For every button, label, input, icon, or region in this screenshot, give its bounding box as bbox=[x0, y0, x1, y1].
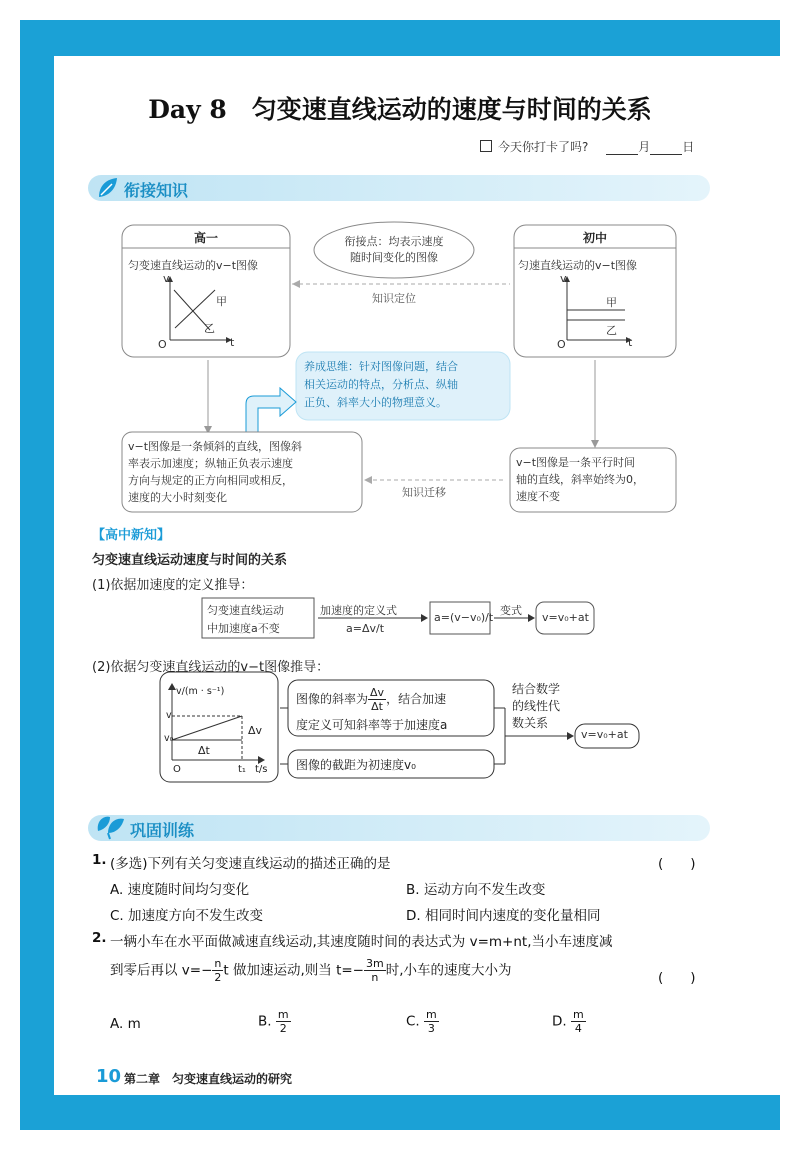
q2-option-d-label: D. bbox=[552, 1013, 567, 1030]
combine-line-1: 结合数学 bbox=[512, 682, 561, 696]
junior-label-yi: 乙 bbox=[606, 324, 617, 337]
slope-frac-den: Δt bbox=[371, 700, 383, 713]
q2-option-b-den: 2 bbox=[279, 1022, 287, 1035]
box1-line-2: 中加速度a不变 bbox=[207, 622, 280, 635]
q2-number: 2. bbox=[92, 930, 107, 946]
graph-ylabel: v/(m · s⁻¹) bbox=[176, 686, 225, 697]
junior-desc-1: v−t图像是一条平行时间 bbox=[516, 456, 636, 469]
bottom-border bbox=[20, 1095, 780, 1130]
senior-axis-v: v bbox=[163, 272, 170, 285]
q1-option-a[interactable]: A. 速度随时间均匀变化 bbox=[110, 882, 250, 898]
q1-option-b[interactable]: B. 运动方向不发生改变 bbox=[406, 882, 546, 898]
senior-desc-3: 方向与规定的正方向相同或相反， bbox=[128, 474, 293, 487]
q2-option-c-den: 3 bbox=[427, 1022, 435, 1035]
q2-frac-1-num: n bbox=[212, 957, 223, 971]
q2-option-b-label: B. bbox=[258, 1013, 272, 1030]
q2-option-a[interactable]: A. m bbox=[110, 1016, 141, 1032]
box2-formula: a=(v−v₀)/t bbox=[434, 611, 494, 624]
q2-option-d[interactable] bbox=[552, 1008, 586, 1035]
q2-option-c-num: m bbox=[426, 1008, 437, 1021]
junior-axis-t: t bbox=[628, 336, 633, 349]
junior-header: 初中 bbox=[582, 231, 607, 245]
new-knowledge-tag: 【高中新知】 bbox=[92, 528, 171, 543]
q2-option-b-num: m bbox=[277, 1008, 289, 1021]
month-label: 月 bbox=[638, 140, 651, 154]
slope-line-1 bbox=[296, 686, 446, 713]
q2-option-c-frac bbox=[424, 1008, 439, 1035]
q2-option-c[interactable] bbox=[406, 1008, 439, 1035]
q2-stem-c: 时,小车的速度大小为 bbox=[385, 962, 512, 979]
ginkgo-icon bbox=[94, 811, 128, 841]
box1-line-1: 匀变速直线运动 bbox=[207, 604, 284, 617]
page-title: Day 8 匀变速直线运动的速度与时间的关系 bbox=[148, 95, 652, 124]
day-label: 日 bbox=[682, 140, 695, 154]
section-title-connect: 衔接知识 bbox=[124, 181, 189, 200]
box3-formula: v=v₀+at bbox=[542, 611, 589, 624]
q2-stem-line-2 bbox=[110, 957, 512, 984]
junior-desc-3: 速度不变 bbox=[516, 490, 560, 503]
senior-header: 高一 bbox=[193, 231, 218, 245]
think-line-3: 正负、斜率大小的物理意义。 bbox=[304, 396, 447, 409]
combine-line-2: 的线性代 bbox=[512, 699, 561, 713]
junior-axis-v: v bbox=[560, 272, 567, 285]
junior-subtitle: 匀速直线运动的v−t图像 bbox=[518, 259, 638, 272]
slope-text-a: 图像的斜率为 bbox=[296, 692, 369, 706]
step-2: (2)依据匀变速直线运动的v−t图像推导： bbox=[92, 660, 330, 675]
checkin-question: 今天你打卡了吗? bbox=[498, 140, 589, 154]
q2-option-d-num: m bbox=[572, 1008, 584, 1021]
section-title-practice: 巩固训练 bbox=[130, 821, 195, 840]
q2-option-d-frac bbox=[571, 1008, 586, 1035]
q2-frac-1 bbox=[212, 957, 223, 984]
senior-desc-2: 率表示加速度；纵轴正负表示速度 bbox=[128, 457, 293, 470]
slope-frac-num: Δv bbox=[370, 686, 385, 699]
junior-label-jia: 甲 bbox=[606, 296, 617, 309]
senior-label-jia: 甲 bbox=[216, 295, 227, 308]
q2-frac-2 bbox=[364, 957, 386, 984]
q2-option-b-frac bbox=[276, 1008, 291, 1035]
senior-desc-4: 速度的大小时刻变化 bbox=[128, 491, 227, 504]
q2-frac-1-den: 2 bbox=[214, 971, 222, 984]
q1-answer-paren[interactable]: ( ) bbox=[658, 856, 696, 872]
page-number: 10 bbox=[96, 1066, 122, 1087]
think-line-1: 养成思维：针对图像问题，结合 bbox=[304, 360, 458, 373]
intercept-text: 图像的截距为初速度v₀ bbox=[296, 758, 416, 772]
graph-origin: O bbox=[173, 764, 181, 775]
q2-frac-2-num: 3m bbox=[366, 957, 384, 970]
q2-option-b[interactable] bbox=[258, 1008, 291, 1035]
senior-subtitle: 匀变速直线运动的v−t图像 bbox=[128, 259, 259, 272]
q2-answer-paren[interactable]: ( ) bbox=[658, 970, 696, 986]
q1-option-d[interactable]: D. 相同时间内速度的变化量相同 bbox=[406, 908, 601, 924]
q2-option-c-label: C. bbox=[406, 1013, 420, 1030]
transfer-label: 知识迁移 bbox=[402, 486, 446, 499]
graph-xlabel: t/s bbox=[255, 764, 268, 775]
bubble-line-1: 衔接点：均表示速度 bbox=[344, 235, 444, 248]
think-line-2: 相关运动的特点，分析点、纵轴 bbox=[304, 378, 458, 391]
arrow1-label: 加速度的定义式 bbox=[320, 604, 397, 617]
senior-axis-t: t bbox=[230, 336, 235, 349]
arrow1-formula: a=Δv/t bbox=[346, 622, 385, 635]
combine-line-3: 数关系 bbox=[512, 716, 549, 730]
graph-dv: Δv bbox=[248, 724, 263, 737]
q2-stem-line-1: 一辆小车在水平面做减速直线运动,其速度随时间的表达式为 v=m+nt,当小车速度减 bbox=[110, 934, 613, 950]
locate-label: 知识定位 bbox=[372, 292, 416, 305]
q2-stem-b: t 做加速运动,则当 t=− bbox=[223, 962, 364, 979]
graph-v0: v₀ bbox=[164, 733, 174, 744]
graph-t1: t₁ bbox=[238, 764, 246, 775]
q1-option-c[interactable]: C. 加速度方向不发生改变 bbox=[110, 908, 264, 924]
graph-v: v bbox=[166, 710, 172, 721]
bubble-line-2: 随时间变化的图像 bbox=[350, 251, 438, 264]
slope-line-2: 度定义可知斜率等于加速度a bbox=[296, 718, 448, 732]
result-formula: v=v₀+at bbox=[581, 728, 628, 741]
junior-desc-2: 轴的直线，斜率始终为0， bbox=[516, 473, 644, 486]
q1-stem: (多选)下列有关匀变速直线运动的描述正确的是 bbox=[110, 856, 391, 872]
senior-origin: O bbox=[158, 338, 167, 351]
step-1: (1)依据加速度的定义推导： bbox=[92, 578, 254, 593]
slope-text-b: ，结合加速 bbox=[386, 692, 447, 706]
graph-dt: Δt bbox=[198, 744, 210, 757]
q2-frac-2-den: n bbox=[371, 971, 379, 984]
slope-fraction bbox=[368, 686, 386, 713]
arrow2-label: 变式 bbox=[500, 604, 522, 617]
senior-label-yi: 乙 bbox=[204, 322, 215, 335]
junior-origin: O bbox=[557, 338, 566, 351]
new-knowledge-heading: 匀变速直线运动速度与时间的关系 bbox=[92, 553, 288, 568]
q2-stem-a: 到零后再以 v=− bbox=[110, 962, 213, 979]
q1-number: 1. bbox=[92, 852, 107, 868]
q2-option-d-den: 4 bbox=[574, 1022, 582, 1035]
senior-desc-1: v−t图像是一条倾斜的直线，图像斜 bbox=[128, 440, 303, 453]
chapter-title: 第二章 匀变速直线运动的研究 bbox=[124, 1072, 293, 1086]
